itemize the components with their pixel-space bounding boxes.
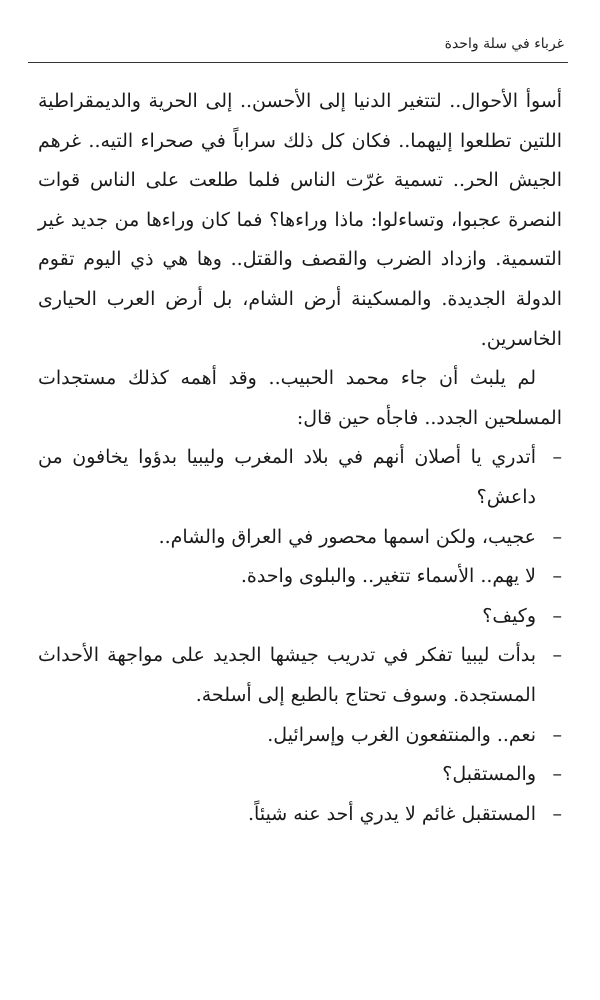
dialogue-line-3 bbox=[38, 557, 562, 597]
dialogue-line-4 bbox=[38, 597, 562, 637]
dialogue-line-8 bbox=[38, 795, 562, 835]
paragraph-narration-2: لم يلبث أن جاء محمد الحبيب.. وقد أهمه كذلك مستجدات المسلحين الجدد.. فاجأه حين قال: bbox=[38, 367, 562, 429]
dialogue-dash: – bbox=[552, 723, 562, 746]
dialogue-text: وكيف؟ bbox=[482, 604, 536, 627]
paragraph-narration-1: أسوأ الأحوال.. لتتغير الدنيا إلى الأحسن.. إلى الحرية والديمقراطية اللتين تطلعوا إليهما.. فكان كل ذلك سراباً في صحراء التيه.. غرهم الجيش الحر.. تسمية غرّت الناس فلما طلعت على الناس قوات النصرة عجبوا، وتساءلوا: ماذا وراءها؟ فما كان وراءها من جديد غير التسمية. وازداد الضرب والقصف والقتل.. وها هي ذي اليوم تقوم الدولة الجديدة. والمسكينة أرض الشام، بل أرض العرب الحيارى الخاسرين. bbox=[38, 90, 562, 350]
dialogue-text: عجيب، ولكن اسمها محصور في العراق والشام.. bbox=[158, 525, 536, 548]
dialogue-line-5 bbox=[38, 636, 562, 715]
dialogue-dash: – bbox=[552, 525, 562, 548]
dialogue-text: أتدري يا أصلان أنهم في بلاد المغرب وليبيا بدؤوا يخافون من داعش؟ bbox=[38, 446, 536, 508]
page-body-text bbox=[38, 82, 562, 834]
dialogue-line-6 bbox=[38, 716, 562, 756]
dialogue-list bbox=[38, 438, 562, 834]
dialogue-line-7 bbox=[38, 755, 562, 795]
dialogue-text: نعم.. والمنتفعون الغرب وإسرائيل. bbox=[267, 723, 536, 746]
dialogue-text: بدأت ليبيا تفكر في تدريب جيشها الجديد على مواجهة الأحداث المستجدة. وسوف تحتاج بالطبع إلى أسلحة. bbox=[38, 644, 536, 706]
dialogue-dash: – bbox=[552, 446, 562, 469]
dialogue-dash: – bbox=[552, 644, 562, 667]
dialogue-dash: – bbox=[552, 802, 562, 825]
dialogue-text: المستقبل غائم لا يدري أحد عنه شيئاً. bbox=[248, 802, 536, 825]
dialogue-dash: – bbox=[552, 763, 562, 786]
dialogue-text: والمستقبل؟ bbox=[442, 763, 536, 786]
header-divider bbox=[28, 62, 568, 63]
dialogue-dash: – bbox=[552, 565, 562, 588]
dialogue-dash: – bbox=[552, 604, 562, 627]
running-header-title: غرباء في سلة واحدة bbox=[444, 36, 564, 52]
dialogue-line-2 bbox=[38, 518, 562, 558]
dialogue-line-1 bbox=[38, 438, 562, 517]
dialogue-text: لا يهم.. الأسماء تتغير.. والبلوى واحدة. bbox=[240, 565, 536, 588]
